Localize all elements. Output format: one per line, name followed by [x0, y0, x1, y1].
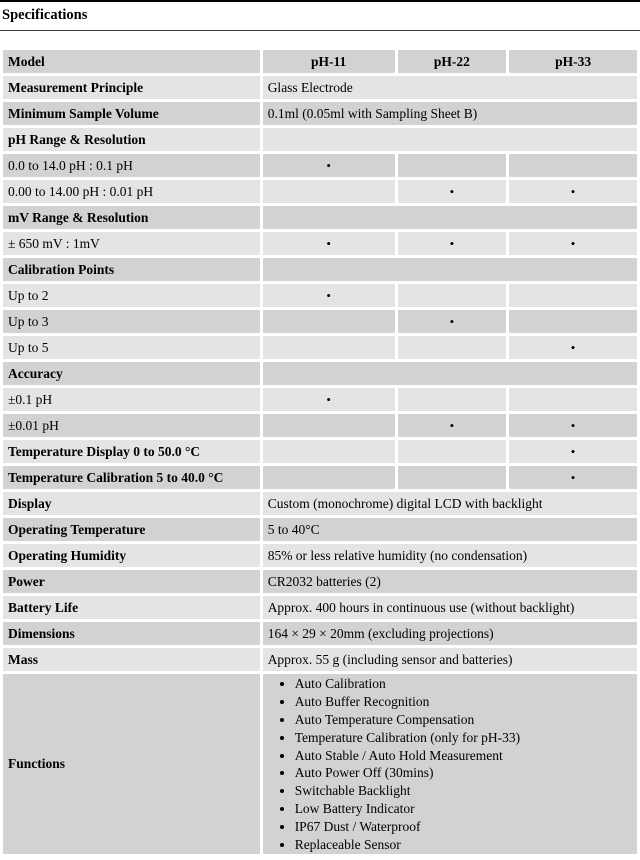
row-label: Dimensions: [3, 622, 260, 645]
row-label: Model: [3, 50, 260, 73]
applicability-dot-cell: •: [398, 310, 507, 333]
table-row: [3, 128, 637, 151]
list-item: • Auto Power Off (30mins): [295, 764, 632, 782]
table-row: [3, 310, 637, 333]
list-item: • Low Battery Indicator: [295, 800, 632, 818]
table-row: [3, 518, 637, 541]
table-row: [3, 466, 637, 489]
table-row: [3, 544, 637, 567]
applicability-dot-cell: •: [509, 336, 637, 359]
value-cell: 164 × 29 × 20mm (excluding projections): [263, 622, 637, 645]
applicability-dot-cell: •: [509, 466, 637, 489]
applicability-dot-cell: •: [509, 232, 637, 255]
empty-cell: [398, 388, 507, 411]
table-row: [3, 206, 637, 229]
row-label: ±0.01 pH: [3, 414, 260, 437]
table-row: [3, 414, 637, 437]
applicability-dot-cell: •: [263, 388, 395, 411]
value-cell: 85% or less relative humidity (no condensation): [263, 544, 637, 567]
table-row: [3, 674, 637, 854]
empty-cell: [263, 440, 395, 463]
table-row: [3, 154, 637, 177]
table-row: [3, 76, 637, 99]
empty-cell: [263, 128, 637, 151]
empty-cell: [509, 284, 637, 307]
list-item: • Temperature Calibration (only for pH-33): [295, 729, 632, 747]
applicability-dot-cell: •: [263, 232, 395, 255]
empty-cell: [263, 466, 395, 489]
section-row-label: mV Range & Resolution: [3, 206, 260, 229]
applicability-dot-cell: •: [509, 414, 637, 437]
row-label: Temperature Calibration 5 to 40.0 °C: [3, 466, 260, 489]
list-item: • Auto Temperature Compensation: [295, 711, 632, 729]
value-cell: Approx. 55 g (including sensor and batteries): [263, 648, 637, 671]
applicability-dot-cell: •: [398, 180, 507, 203]
table-row: [3, 362, 637, 385]
applicability-dot-cell: •: [263, 284, 395, 307]
table-row: [3, 596, 637, 619]
table-row: [3, 570, 637, 593]
specifications-table: [0, 47, 640, 857]
table-row: [3, 232, 637, 255]
row-label: Up to 5: [3, 336, 260, 359]
empty-cell: [263, 310, 395, 333]
applicability-dot-cell: •: [263, 154, 395, 177]
row-label: Measurement Principle: [3, 76, 260, 99]
empty-cell: [398, 284, 507, 307]
table-row: [3, 50, 637, 73]
table-row: [3, 258, 637, 281]
table-row: [3, 336, 637, 359]
section-row-label: Calibration Points: [3, 258, 260, 281]
applicability-dot-cell: •: [509, 180, 637, 203]
list-item: • Replaceable Sensor: [295, 836, 632, 854]
empty-cell: [263, 336, 395, 359]
empty-cell: [263, 362, 637, 385]
table-row: [3, 180, 637, 203]
empty-cell: [263, 414, 395, 437]
list-item: • Switchable Backlight: [295, 782, 632, 800]
row-label: Up to 2: [3, 284, 260, 307]
row-label: 0.00 to 14.00 pH : 0.01 pH: [3, 180, 260, 203]
empty-cell: [263, 180, 395, 203]
applicability-dot-cell: •: [398, 414, 507, 437]
empty-cell: [398, 336, 507, 359]
title-underline-rule: [0, 30, 640, 31]
table-row: [3, 284, 637, 307]
row-label: Power: [3, 570, 260, 593]
value-cell: Glass Electrode: [263, 76, 637, 99]
row-label: Battery Life: [3, 596, 260, 619]
list-item: • IP67 Dust / Waterproof: [295, 818, 632, 836]
table-row: [3, 492, 637, 515]
row-label: ±0.1 pH: [3, 388, 260, 411]
section-row-label: Accuracy: [3, 362, 260, 385]
row-label: Up to 3: [3, 310, 260, 333]
empty-cell: [398, 154, 507, 177]
row-label: 0.0 to 14.0 pH : 0.1 pH: [3, 154, 260, 177]
value-cell: CR2032 batteries (2): [263, 570, 637, 593]
empty-cell: [509, 310, 637, 333]
value-cell: 0.1ml (0.05ml with Sampling Sheet B): [263, 102, 637, 125]
list-item: • Auto Stable / Auto Hold Measurement: [295, 747, 632, 765]
row-label: Functions: [3, 674, 260, 854]
model-column-header: pH-33: [509, 50, 637, 73]
empty-cell: [263, 206, 637, 229]
empty-cell: [509, 154, 637, 177]
value-cell: Approx. 400 hours in continuous use (without backlight): [263, 596, 637, 619]
page-top-rule: [0, 0, 640, 2]
row-label: Temperature Display 0 to 50.0 °C: [3, 440, 260, 463]
empty-cell: [398, 466, 507, 489]
empty-cell: [398, 440, 507, 463]
table-row: [3, 440, 637, 463]
row-label: ± 650 mV : 1mV: [3, 232, 260, 255]
list-item: • Auto Buffer Recognition: [295, 693, 632, 711]
row-label: Operating Temperature: [3, 518, 260, 541]
value-cell: 5 to 40°C: [263, 518, 637, 541]
row-label: Mass: [3, 648, 260, 671]
row-label: Minimum Sample Volume: [3, 102, 260, 125]
row-label: Operating Humidity: [3, 544, 260, 567]
table-row: [3, 102, 637, 125]
empty-cell: [263, 258, 637, 281]
table-row: [3, 388, 637, 411]
functions-list: [268, 675, 632, 853]
functions-cell: [263, 674, 637, 854]
section-row-label: pH Range & Resolution: [3, 128, 260, 151]
list-item: • Auto Calibration: [295, 675, 632, 693]
empty-cell: [509, 388, 637, 411]
table-row: [3, 648, 637, 671]
row-label: Display: [3, 492, 260, 515]
value-cell: Custom (monochrome) digital LCD with backlight: [263, 492, 637, 515]
applicability-dot-cell: •: [398, 232, 507, 255]
model-column-header: pH-22: [398, 50, 507, 73]
page-title: Specifications: [2, 7, 88, 23]
table-row: [3, 622, 637, 645]
applicability-dot-cell: •: [509, 440, 637, 463]
model-column-header: pH-11: [263, 50, 395, 73]
